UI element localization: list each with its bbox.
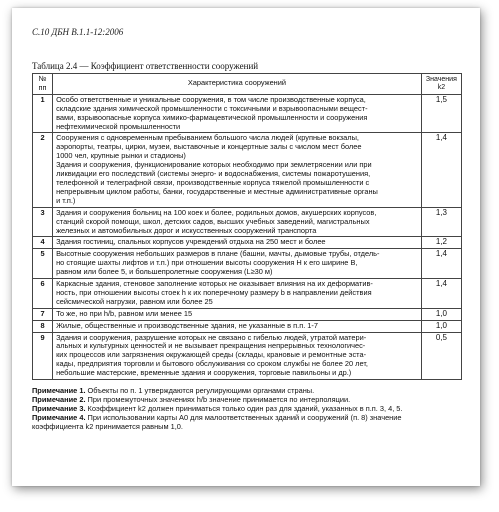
row-value: 1,4 xyxy=(421,279,461,309)
note-item xyxy=(32,414,472,432)
row-value: 1,0 xyxy=(421,308,461,320)
document-page xyxy=(12,8,480,486)
row-number: 7 xyxy=(33,308,53,320)
table-caption: Таблица 2.4 — Коэффициент ответственности сооружений xyxy=(32,61,259,71)
table-row xyxy=(33,320,462,332)
row-description: Здания и сооружения, разрушение которых не связано с гибелью людей, утратой матери- альных и культурных ценностей и не вызывает прекращения непрерывных технологичес- ких процессов или загрязнения окружающей среды (склады, крановые и ремонтные эста- кады, предприятия торговли и бытового обслуживания со сроком службы не более 20 лет, небольшие мастерские, временные здания и сооружения, торговые павильоны и др.) xyxy=(53,332,422,380)
note-text: При промежуточных значениях h/b значение принимается по интерполяции. xyxy=(85,394,351,404)
notes-section xyxy=(32,387,472,432)
row-number: 4 xyxy=(33,237,53,249)
table-row xyxy=(33,237,462,249)
running-head: С.10 ДБН В.1.1-12:2006 xyxy=(32,27,124,37)
row-number: 3 xyxy=(33,207,53,237)
row-description: Сооружения с одновременным пребыванием большого числа людей (крупные вокзалы, аэропорты, театры, цирки, музеи, выставочные и концертные залы с числом мест более 1000 чел, крупные рынки и стадионы) Здания и сооружения, функционирование которых необходимо при землетрясении или при ликвидации его последствий (системы энерго- и водоснабжения, системы пожаротушения, телефонной и телеграфной связи, производственные корпуса тяжелой промышленности с непрерывным циклом работы, банки, государственные и местные административные органы и т.п.) xyxy=(53,133,422,207)
note-label: Примечание 3. xyxy=(32,403,86,413)
row-number: 1 xyxy=(33,94,53,133)
note-text: При использовании карты А0 для малоответственных зданий и сооружений (п. 8) значение коэффициента k2 принимается равным 1,0. xyxy=(32,412,402,431)
row-description: То же, но при h/b, равном или менее 15 xyxy=(53,308,422,320)
table-header-row xyxy=(33,74,462,95)
row-value: 0,5 xyxy=(421,332,461,380)
row-value: 1,4 xyxy=(421,249,461,279)
coefficient-table xyxy=(32,73,462,380)
table-row xyxy=(33,249,462,279)
row-description: Особо ответственные и уникальные сооружения, в том числе производственные корпуса, складские здания химической промышленности с токсичными и взрывоопасными вещест- вами, взрывоопасные корпуса химико-фармацевтической промышленности и сооружения нефтехимической промышленности xyxy=(53,94,422,133)
row-number: 9 xyxy=(33,332,53,380)
table-row xyxy=(33,332,462,380)
row-description: Здания и сооружения больниц на 100 коек и более, родильных домов, акушерских корпусов, станций скорой помощи, школ, детских садов, высших учебных заведений, магистральных железных и автомобильных дорог и искусственных сооружений транспорта xyxy=(53,207,422,237)
note-label: Примечание 2. xyxy=(32,394,86,404)
table-row xyxy=(33,207,462,237)
note-text: Коэффициент k2 должен приниматься только один раз для зданий, указанных в п.п. 3, 4, 5. xyxy=(85,403,403,413)
row-description: Высотные сооружения небольших размеров в плане (башни, мачты, дымовые трубы, отдель- но стоящие шахты лифтов и т.п.) при отношении высоты сооружения H к его ширине B, равном или более 5, и большепролетные сооружения (L≥30 м) xyxy=(53,249,422,279)
row-value: 1,0 xyxy=(421,320,461,332)
header-num: № пп xyxy=(33,74,53,95)
note-label: Примечание 4. xyxy=(32,412,86,422)
row-number: 2 xyxy=(33,133,53,207)
row-value: 1,2 xyxy=(421,237,461,249)
row-number: 5 xyxy=(33,249,53,279)
row-value: 1,4 xyxy=(421,133,461,207)
row-description: Жилые, общественные и производственные здания, не указанные в п.п. 1-7 xyxy=(53,320,422,332)
row-value: 1,5 xyxy=(421,94,461,133)
row-description: Здания гостиниц, спальных корпусов учреждений отдыха на 250 мест и более xyxy=(53,237,422,249)
row-number: 8 xyxy=(33,320,53,332)
row-value: 1,3 xyxy=(421,207,461,237)
note-text: Объекты по п. 1 утверждаются регулирующими органами страны. xyxy=(85,386,315,395)
header-description: Характеристика сооружений xyxy=(53,74,422,95)
table-row xyxy=(33,94,462,133)
table-row xyxy=(33,133,462,207)
row-number: 6 xyxy=(33,279,53,309)
note-label: Примечание 1. xyxy=(32,386,86,395)
row-description: Каркасные здания, стеновое заполнение которых не оказывает влияния на их деформатив- ность, при отношении высоты стоек h к их поперечному размеру b в направлении действия сейсмической нагрузки, равном или более 25 xyxy=(53,279,422,309)
table-row xyxy=(33,308,462,320)
header-value: Значения k2 xyxy=(421,74,461,95)
table-row xyxy=(33,279,462,309)
